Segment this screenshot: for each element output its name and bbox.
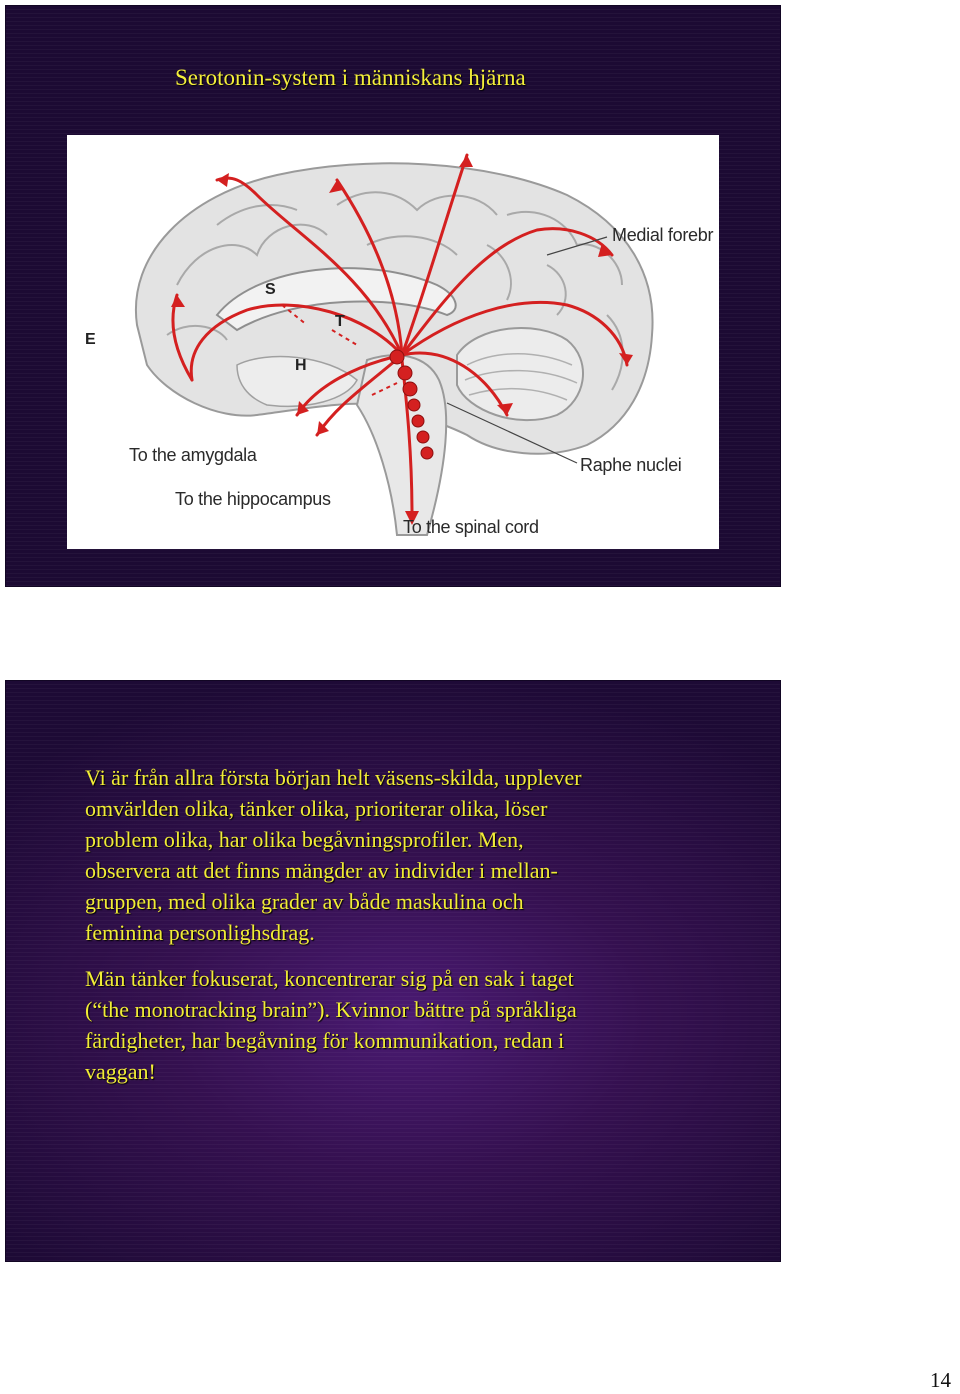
- label-h: H: [295, 357, 307, 374]
- paragraph-2: [85, 963, 705, 1087]
- slide-2: [5, 680, 781, 1262]
- label-amygdala: To the amygdala: [129, 445, 257, 465]
- paragraph-1-line: feminina personlighsdrag.: [85, 920, 315, 945]
- label-raphe-nuclei: Raphe nuclei: [580, 455, 682, 475]
- figure-panel-letter: E: [85, 331, 96, 348]
- label-s: S: [265, 281, 276, 298]
- paragraph-1-line: omvärlden olika, tänker olika, prioriterar olika, löser: [85, 796, 548, 821]
- paragraph-2-line: (“the monotracking brain”). Kvinnor bättre på språkliga: [85, 997, 577, 1022]
- paragraph-1: [85, 762, 705, 948]
- slide-1: [5, 5, 781, 587]
- paragraph-1-line: observera att det finns mängder av individer i mellan-: [85, 858, 558, 883]
- label-t: T: [335, 313, 345, 330]
- slide-title: Serotonin-system i människans hjärna: [175, 65, 526, 90]
- paragraph-2-line: Män tänker fokuserat, koncentrerar sig på en sak i taget: [85, 966, 574, 991]
- paragraph-1-line: problem olika, har olika begåvningsprofiler. Men,: [85, 827, 524, 852]
- label-spinal-cord: To the spinal cord: [403, 517, 539, 537]
- label-medial-forebrain: Medial forebr: [612, 225, 714, 245]
- page-number: 14: [930, 1368, 951, 1392]
- paragraph-2-line: vaggan!: [85, 1059, 156, 1084]
- brain-serotonin-figure: [67, 135, 719, 549]
- paragraph-2-line: färdigheter, har begåvning för kommunikation, redan i: [85, 1028, 565, 1053]
- brain-illustration: [67, 135, 719, 549]
- paragraph-1-line: Vi är från allra första början helt väsens-skilda, upplever: [85, 765, 582, 790]
- label-hippocampus: To the hippocampus: [175, 489, 331, 509]
- paragraph-1-line: gruppen, med olika grader av både maskulina och: [85, 889, 524, 914]
